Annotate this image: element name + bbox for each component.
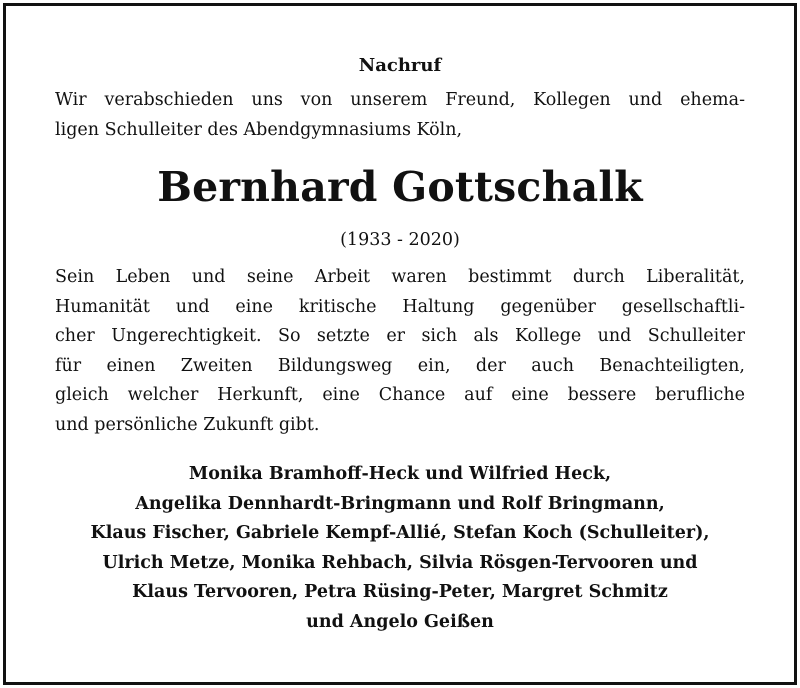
signer-line: Monika Bramhoff-Heck und Wilfried Heck, xyxy=(188,464,612,484)
tribute-line: Sein Leben und seine Arbeit waren bestimmt durch Liberalität, xyxy=(55,267,745,287)
tribute-line: cher Ungerechtigkeit. So setzte er sich als Kollege und Schulleiter xyxy=(55,326,745,346)
signer-line: Klaus Fischer, Gabriele Kempf-Allié, Stefan Koch (Schulleiter), xyxy=(90,523,710,543)
signers-list xyxy=(0,460,800,637)
deceased-name: Bernhard Gottschalk xyxy=(157,163,643,211)
notice-heading: Nachruf xyxy=(358,55,442,76)
intro-line: ligen Schulleiter des Abendgymnasiums Köln, xyxy=(55,120,463,140)
tribute-line: für einen Zweiten Bildungsweg ein, der auch Benachteiligten, xyxy=(55,355,745,376)
tribute-line: und persönliche Zukunft gibt. xyxy=(55,414,320,435)
signer-line: und Angelo Geißen xyxy=(306,611,494,632)
signer-line: Klaus Tervooren, Petra Rüsing-Peter, Margret Schmitz xyxy=(132,582,668,602)
signer-line: Ulrich Metze, Monika Rehbach, Silvia Rösgen-Tervooren und xyxy=(102,552,698,573)
intro-line: Wir verabschieden uns von unserem Freund, Kollegen und ehema- xyxy=(55,90,745,110)
life-dates: (1933 - 2020) xyxy=(340,230,460,250)
signer-line: Angelika Dennhardt-Bringmann und Rolf Bringmann, xyxy=(135,493,665,514)
tribute-text xyxy=(55,263,745,440)
tribute-line: Humanität und eine kritische Haltung gegenüber gesellschaftli- xyxy=(55,296,745,317)
tribute-line: gleich welcher Herkunft, eine Chance auf eine bessere berufliche xyxy=(55,385,745,405)
